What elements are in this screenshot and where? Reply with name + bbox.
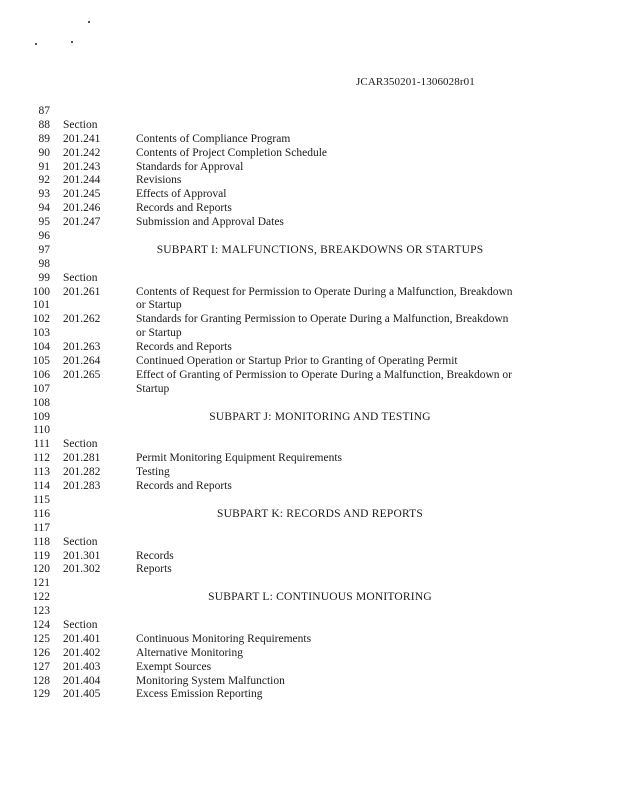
section-number: 201.264 (63, 355, 101, 368)
section-number: 201.403 (63, 660, 101, 673)
section-title: Submission and Approval Dates (136, 216, 284, 229)
line-number: 97 (38, 243, 50, 256)
table-of-contents (0, 105, 618, 702)
section-title: Records (136, 549, 174, 562)
scan-speck (71, 41, 73, 43)
line-number: 107 (32, 382, 50, 395)
line-number: 100 (32, 285, 50, 298)
section-title: Records and Reports (136, 480, 232, 493)
toc-line (0, 369, 618, 383)
toc-line (0, 133, 618, 147)
line-number: 106 (32, 368, 50, 381)
toc-line (0, 341, 618, 355)
section-title: Reports (136, 563, 172, 576)
toc-line (0, 522, 618, 536)
section-title: Testing (136, 466, 170, 479)
toc-line (0, 383, 618, 397)
section-title: Contents of Project Completion Schedule (136, 146, 328, 159)
section-label-row (0, 438, 618, 452)
toc-line (0, 647, 618, 661)
toc-line (0, 563, 618, 577)
toc-line (0, 466, 618, 480)
line-number: 126 (32, 646, 50, 659)
section-number: 201.302 (63, 563, 101, 576)
toc-line (0, 188, 618, 202)
section-label-row (0, 272, 618, 286)
line-number: 87 (38, 105, 50, 117)
toc-line (0, 355, 618, 369)
toc-line (0, 675, 618, 689)
toc-line (0, 577, 618, 591)
section-title: Records and Reports (136, 202, 232, 215)
section-number: 201.402 (63, 646, 101, 659)
line-number: 98 (38, 257, 50, 270)
section-number: 201.261 (63, 285, 101, 298)
section-number: 201.301 (63, 549, 101, 562)
section-number: 201.244 (63, 174, 101, 187)
section-title: Alternative Monitoring (136, 646, 243, 659)
toc-line (0, 550, 618, 564)
line-number: 88 (38, 118, 50, 131)
toc-line (0, 230, 618, 244)
line-number: 121 (32, 577, 50, 590)
subpart-heading: SUBPART I: MALFUNCTIONS, BREAKDOWNS OR STARTUPS (156, 243, 484, 256)
section-title: Records and Reports (136, 341, 232, 354)
section-title: Effects of Approval (136, 188, 227, 201)
toc-line (0, 216, 618, 230)
section-column-label: Section (63, 271, 98, 284)
line-number: 96 (38, 230, 50, 243)
toc-line (0, 688, 618, 702)
line-number: 113 (33, 466, 50, 479)
section-title: Monitoring System Malfunction (136, 674, 285, 687)
section-title: or Startup (136, 327, 182, 340)
line-number: 112 (33, 452, 50, 465)
section-title: Contents of Request for Permission to Operate During a Malfunction, Breakdown (136, 285, 513, 298)
section-label-row (0, 619, 618, 633)
line-number: 119 (33, 549, 50, 562)
line-number: 114 (33, 480, 50, 493)
section-number: 201.281 (63, 452, 101, 465)
section-title: Excess Emission Reporting (136, 688, 263, 701)
toc-line (0, 480, 618, 494)
line-number: 102 (32, 313, 50, 326)
toc-line (0, 202, 618, 216)
line-number: 95 (38, 216, 50, 229)
subpart-heading: SUBPART J: MONITORING AND TESTING (209, 410, 431, 423)
subpart-heading-row (0, 411, 618, 425)
line-number: 99 (38, 271, 50, 284)
section-number: 201.401 (63, 632, 101, 645)
toc-line (0, 424, 618, 438)
section-number: 201.404 (63, 674, 101, 687)
toc-line (0, 174, 618, 188)
subpart-heading: SUBPART K: RECORDS AND REPORTS (217, 507, 423, 520)
toc-line (0, 633, 618, 647)
section-title: Revisions (136, 174, 182, 187)
section-number: 201.405 (63, 688, 101, 701)
toc-line (0, 452, 618, 466)
line-number: 118 (33, 535, 50, 548)
section-number: 201.241 (63, 132, 101, 145)
line-number: 94 (38, 202, 50, 215)
section-label-row (0, 536, 618, 550)
line-number: 108 (32, 396, 50, 409)
line-number: 124 (32, 618, 50, 631)
section-number: 201.263 (63, 341, 101, 354)
subpart-heading-row (0, 591, 618, 605)
section-number: 201.283 (63, 480, 101, 493)
section-number: 201.262 (63, 313, 101, 326)
section-column-label: Section (63, 535, 98, 548)
scan-speck (88, 21, 90, 23)
section-column-label: Section (63, 438, 98, 451)
line-number: 129 (32, 688, 50, 701)
scan-speck (35, 43, 37, 45)
line-number: 93 (38, 188, 50, 201)
section-title: Continuous Monitoring Requirements (136, 632, 312, 645)
section-title: Standards for Granting Permission to Operate During a Malfunction, Breakdown (136, 313, 509, 326)
section-number: 201.265 (63, 368, 101, 381)
line-number: 115 (33, 493, 50, 506)
line-number: 91 (38, 160, 50, 173)
toc-line (0, 147, 618, 161)
toc-line (0, 661, 618, 675)
line-number: 105 (32, 355, 50, 368)
section-title: Standards for Approval (136, 160, 244, 173)
line-number: 109 (32, 410, 50, 423)
toc-line (0, 258, 618, 272)
section-title: Continued Operation or Startup Prior to Granting of Operating Permit (136, 355, 458, 368)
subpart-heading-row (0, 508, 618, 522)
line-number: 92 (38, 174, 50, 187)
toc-line (0, 397, 618, 411)
section-title: or Startup (136, 299, 182, 312)
line-number: 123 (32, 605, 50, 618)
section-number: 201.245 (63, 188, 101, 201)
subpart-heading-row (0, 244, 618, 258)
toc-line (0, 605, 618, 619)
document-identifier: JCAR350201-1306028r01 (356, 76, 475, 88)
toc-line (0, 299, 618, 313)
line-number: 90 (38, 146, 50, 159)
section-title: Startup (136, 382, 170, 395)
section-title: Permit Monitoring Equipment Requirements (136, 452, 343, 465)
line-number: 128 (32, 674, 50, 687)
section-number: 201.247 (63, 216, 101, 229)
section-title: Contents of Compliance Program (136, 132, 291, 145)
line-number: 103 (32, 327, 50, 340)
section-column-label: Section (63, 618, 98, 631)
section-title: Exempt Sources (136, 660, 212, 673)
line-number: 89 (38, 132, 50, 145)
line-number: 111 (33, 438, 50, 451)
line-number: 101 (32, 299, 50, 312)
line-number: 125 (32, 632, 50, 645)
section-number: 201.243 (63, 160, 101, 173)
line-number: 127 (32, 660, 50, 673)
toc-line (0, 327, 618, 341)
toc-line (0, 105, 618, 119)
line-number: 104 (32, 341, 50, 354)
line-number: 117 (33, 521, 50, 534)
section-label-row (0, 119, 618, 133)
section-number: 201.282 (63, 466, 101, 479)
subpart-heading: SUBPART L: CONTINUOUS MONITORING (208, 591, 432, 604)
line-number: 110 (33, 424, 50, 437)
toc-line (0, 161, 618, 175)
toc-line (0, 313, 618, 327)
section-column-label: Section (63, 118, 98, 131)
toc-line (0, 494, 618, 508)
section-number: 201.242 (63, 146, 101, 159)
line-number: 116 (33, 507, 50, 520)
line-number: 120 (32, 563, 50, 576)
line-number: 122 (32, 591, 50, 604)
toc-line (0, 286, 618, 300)
section-title: Effect of Granting of Permission to Operate During a Malfunction, Breakdown or (136, 368, 512, 381)
section-number: 201.246 (63, 202, 101, 215)
